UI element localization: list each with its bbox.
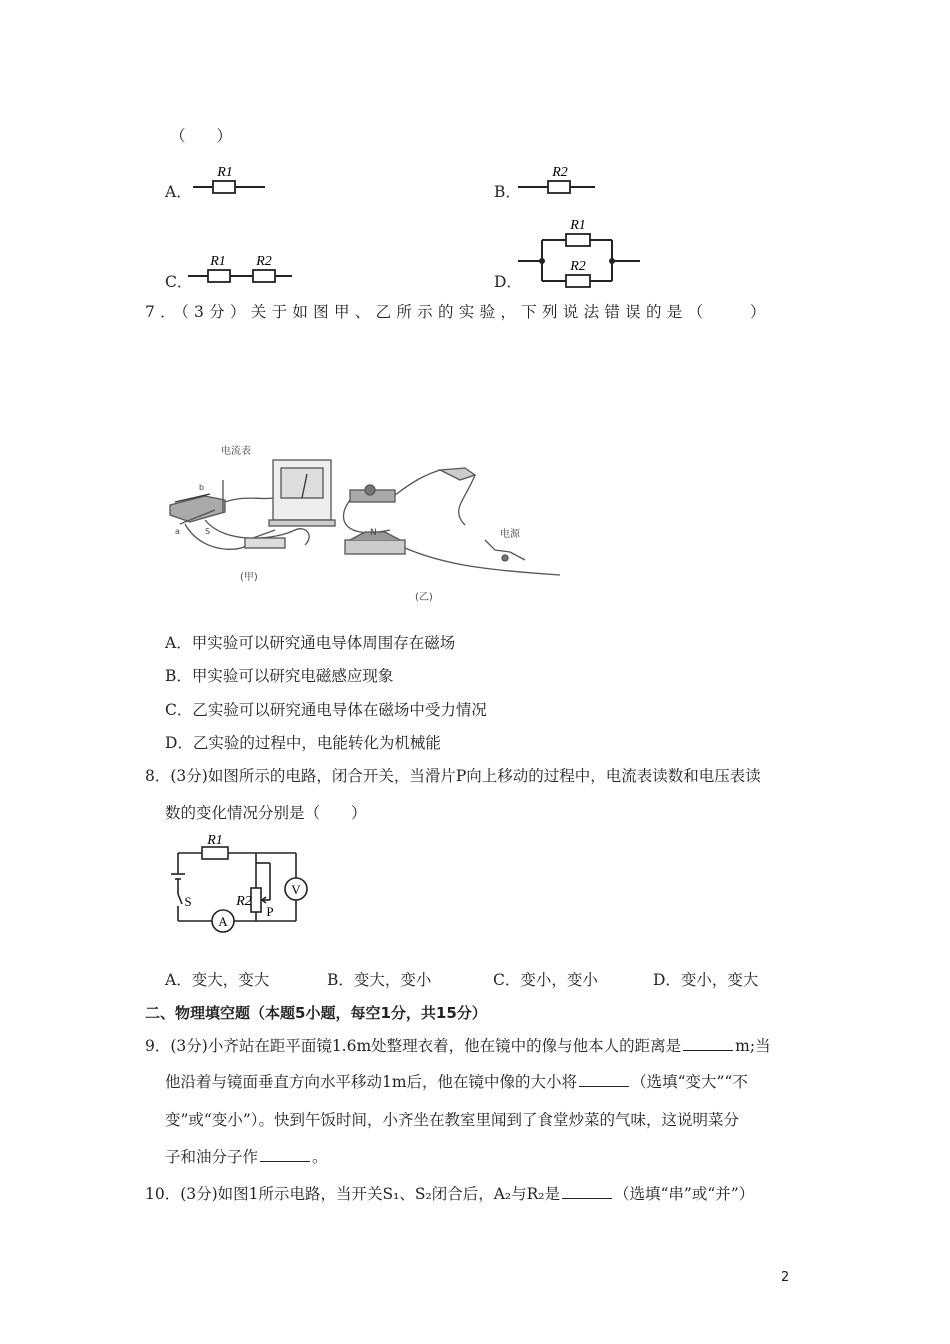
voltmeter-label: V [291,882,301,897]
slider-p-label: P [266,904,274,919]
q7-option-c: C．乙实验可以研究通电导体在磁场中受力情况 [165,701,487,719]
q6-option-d-circuit [515,215,645,290]
q6-option-b-letter: B． [494,183,521,201]
resistor-r1-label: R1 [217,165,233,180]
q8-option-b: B．变大，变小 [327,971,432,989]
fig-label-yi: (乙) [415,592,433,603]
r1-label: R1 [207,833,223,848]
ammeter-label: A [218,914,228,929]
q9-line2: 他沿着与镜面垂直方向水平移动1m后，他在镜中像的大小将 （选填“变大”“不 [165,1073,748,1091]
q6-answer-paren: （ ） [170,127,233,145]
q9-line1: 9．(3分)小齐站在距平面镜1.6m处整理衣着，他在镜中的像与他本人的距离是 m;当 [145,1037,771,1055]
q7-option-d: D．乙实验的过程中，电能转化为机械能 [165,734,441,752]
q9-blank-1[interactable] [683,1036,733,1051]
svg-text:R2: R2 [256,254,272,269]
page-number: 2 [781,1270,790,1285]
q8-option-c: C．变小，变小 [493,971,598,989]
fig-label-power: 电源 [500,529,520,540]
q6-option-a-letter: A． [165,183,192,201]
q9-blank-2[interactable] [579,1072,629,1087]
q8-option-a: A．变大，变大 [165,971,270,989]
svg-text:N: N [370,528,377,538]
fig-label-jia: (甲) [240,572,258,583]
q7-option-b: B．甲实验可以研究电磁感应现象 [165,667,394,685]
q6-option-c-circuit [185,248,295,288]
svg-text:a: a [175,527,180,536]
q10-blank-1[interactable] [562,1184,612,1199]
q6-option-d-letter: D． [494,273,522,291]
q7-experiment-figure [165,440,565,605]
q6-option-b-circuit [515,160,600,200]
q9-blank-3[interactable] [260,1147,310,1162]
q6-option-a-circuit [190,160,270,200]
q8-stem-line2: 数的变化情况分别是（ ） [165,804,367,822]
q7-option-a: A．甲实验可以研究通电导体周围存在磁场 [165,634,456,652]
switch-s-label: S [184,894,192,909]
q6-option-c-letter: C． [165,273,193,291]
q9-line4: 子和油分子作 。 [165,1148,328,1166]
q8-option-d: D．变小，变大 [653,971,759,989]
q7-stem: 7．（3分）关于如图甲、乙所示的实验，下列说法错误的是（ ） [145,303,771,321]
r2-label: R2 [236,894,252,909]
section-2-title: 二、物理填空题（本题5小题，每空1分，共15分） [145,1004,487,1022]
resistor-r2-label: R2 [552,165,568,180]
fig-label-meter: 电流表 [221,446,251,457]
svg-text:R2: R2 [570,259,586,274]
svg-text:R1: R1 [570,218,586,233]
q8-stem-line1: 8．(3分)如图所示的电路，闭合开关，当滑片P向上移动的过程中，电流表读数和电压表读 [145,767,761,785]
svg-text:R1: R1 [210,254,226,269]
q8-circuit-diagram [160,832,320,942]
q9-line3: 变”或“变小”）。快到午饭时间，小齐坐在教室里闻到了食堂炒菜的气味，这说明菜分 [165,1111,740,1129]
svg-text:b: b [199,483,205,492]
svg-text:S: S [205,527,211,536]
q10-line1: 10．(3分)如图1所示电路，当开关S₁、S₂闭合后，A₂与R₂是 （选填“串”或“并”） [145,1185,755,1203]
